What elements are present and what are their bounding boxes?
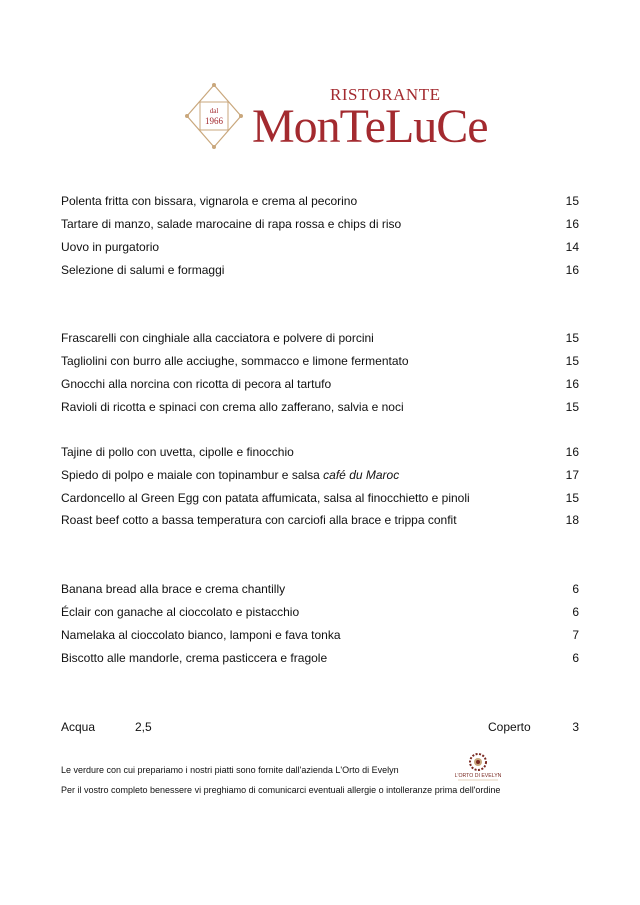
cover-price: 3 [572,720,579,734]
menu-item [61,650,579,666]
menu-item [61,376,579,392]
menu-item [61,512,579,528]
menu-item [61,627,579,643]
orto-di-evelyn-logo [450,751,506,783]
dish-price: 16 [565,217,579,231]
water-price: 2,5 [135,720,152,734]
dish-price: 18 [565,513,579,527]
dish-name: Cardoncello al Green Egg con patata affumicata, salsa al finocchietto e pinoli [61,491,470,505]
dish-name: Polenta fritta con bissara, vignarola e crema al pecorino [61,194,358,208]
menu-item [61,239,579,255]
menu-item [61,330,579,346]
dish-price: 16 [565,263,579,277]
dish-name: Namelaka al cioccolato bianco, lamponi e fava tonka [61,628,341,642]
wreath-icon [470,754,486,770]
dish-price: 7 [572,628,579,642]
dish-price: 15 [565,194,579,208]
dish-price: 6 [572,605,579,619]
logo-brand-name: MonTeLuCe [252,100,488,153]
menu-item [61,444,579,460]
dish-name: Biscotto alle mandorle, crema pasticcera e fragole [61,651,328,665]
dish-name [61,467,399,483]
orto-logo-text: L'ORTO DI EVELYN [454,773,502,779]
dish-price: 14 [565,240,579,254]
allergy-note: Per il vostro completo benessere vi preghiamo di comunicarci eventuali allergie o intolleranze prima dell'ordine [61,785,501,795]
dish-price: 16 [565,445,579,459]
since-year: 1966 [205,116,223,126]
dish-name: Selezione di salumi e formaggi [61,263,225,277]
menu-item [61,193,579,209]
menu-item [61,467,579,483]
dish-price: 15 [565,400,579,414]
dish-name-text: Spiedo di polpo e maiale con topinambur e salsa [61,468,324,482]
menu-item [61,262,579,278]
dish-price: 15 [565,491,579,505]
menu-item [61,490,579,506]
dish-price: 15 [565,354,579,368]
dish-name: Tagliolini con burro alle acciughe, sommacco e limone fermentato [61,354,409,368]
menu-item [61,399,579,415]
dish-name: Tajine di pollo con uvetta, cipolle e finocchio [61,445,294,459]
menu-item [61,216,579,232]
supplier-note: Le verdure con cui prepariamo i nostri piatti sono fornite dall'azienda L'Orto di Evelyn [61,765,399,775]
dish-name: Ravioli di ricotta e spinaci con crema allo zafferano, salvia e noci [61,400,404,414]
menu-item [61,604,579,620]
extras-row [61,719,579,735]
since-emblem [185,83,243,149]
dish-name: Frascarelli con cinghiale alla cacciatora e polvere di porcini [61,331,374,345]
dish-price: 6 [572,651,579,665]
dish-price: 6 [572,582,579,596]
menu-item [61,581,579,597]
since-small: dal [209,107,219,115]
dish-name: Gnocchi alla norcina con ricotta di pecora al tartufo [61,377,332,391]
dish-name: Banana bread alla brace e crema chantilly [61,582,286,596]
dish-name: Éclair con ganache al cioccolato e pistacchio [61,605,300,619]
menu-item [61,353,579,369]
water-label: Acqua [61,720,96,734]
cover-label: Coperto [488,720,531,734]
dish-name: Roast beef cotto a bassa temperatura con carciofi alla brace e trippa confit [61,513,457,527]
logo-top-word: RISTORANTE [330,85,441,104]
restaurant-logo [182,80,488,154]
dish-name-italic: café du Maroc [323,468,400,482]
dish-price: 15 [565,331,579,345]
dish-price: 16 [565,377,579,391]
dish-name: Uovo in purgatorio [61,240,160,254]
dish-name: Tartare di manzo, salade marocaine di rapa rossa e chips di riso [61,217,402,231]
dish-price: 17 [565,468,579,482]
